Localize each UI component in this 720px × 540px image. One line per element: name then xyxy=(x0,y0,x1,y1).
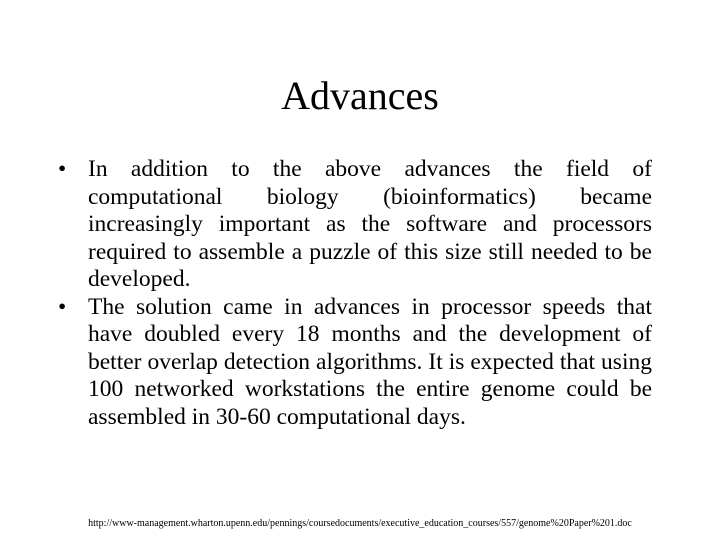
bullet-list xyxy=(58,156,652,431)
slide-title: Advances xyxy=(281,73,439,118)
source-link[interactable]: http://www-management.wharton.upenn.edu/pennings/coursedocuments/executive_education_courses/557/genome%20Paper%201.doc xyxy=(88,518,632,529)
bullet-icon: • xyxy=(58,156,67,182)
bullet-text: In addition to the above advances the field of computational biology (bioinformatics) became increasingly important as the software and processors required to assemble a puzzle of this size still needed to be developed. xyxy=(88,156,652,292)
bullet-icon: • xyxy=(58,293,67,320)
bullet-text: The solution came in advances in processor speeds that have doubled every 18 months and the development of better overlap detection algorithms. It is expected that using 100 networked workstations the entire genome could be assembled in 30-60 computational days. xyxy=(88,293,652,430)
bullet-item xyxy=(58,156,652,294)
bullet-item xyxy=(58,294,652,432)
